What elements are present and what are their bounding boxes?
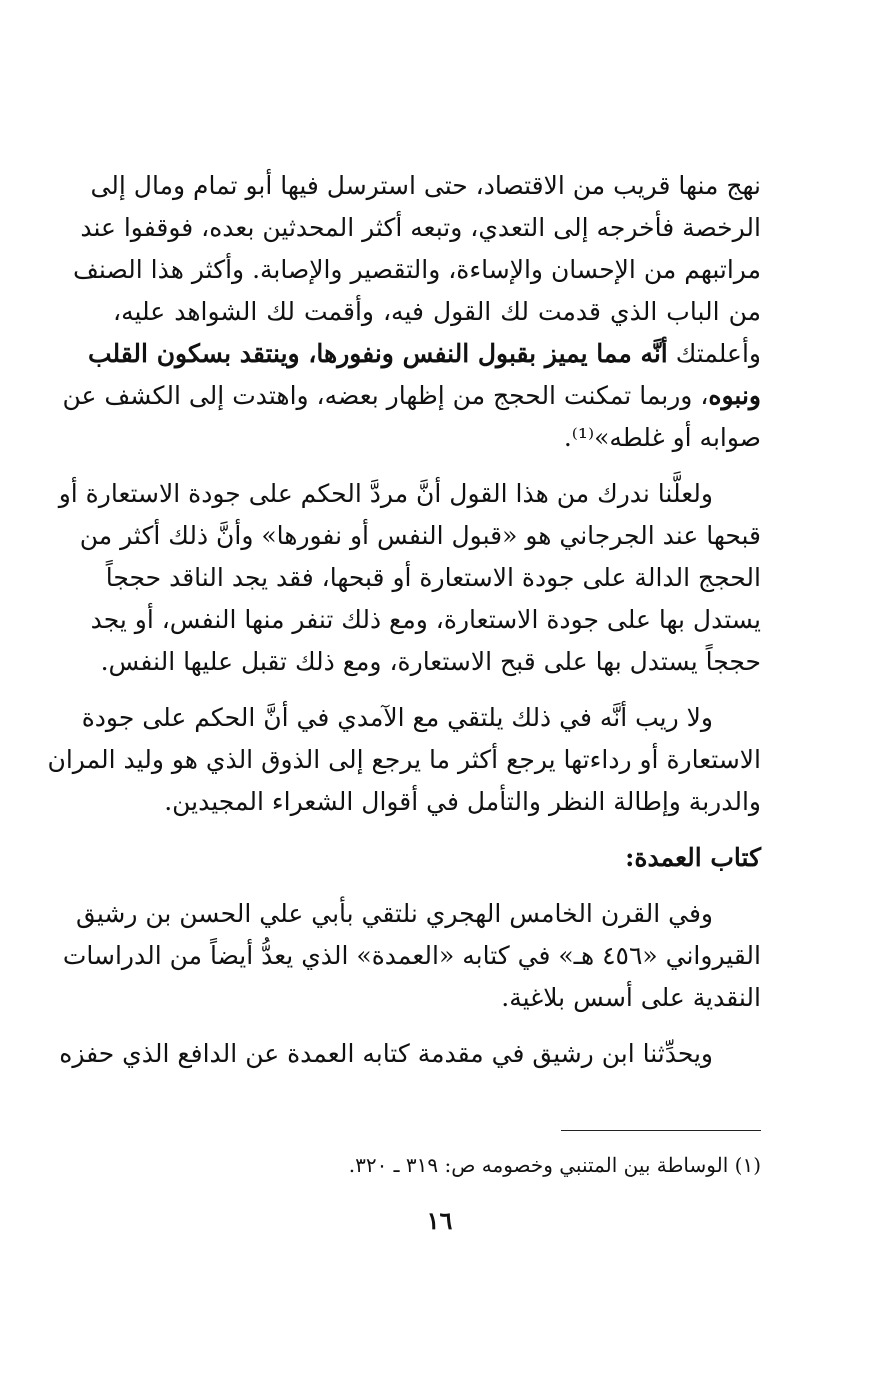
text-line: حججاً يستدل بها على قبح الاستعارة، ومع ذلك تقبل عليها النفس. xyxy=(100,647,761,676)
text-line: ولعلَّنا ندرك من هذا القول أنَّ مردَّ الحكم على جودة الاستعارة أو xyxy=(58,479,713,508)
text-line: قبحها عند الجرجاني هو «قبول النفس أو نفورها» وأنَّ ذلك أكثر من xyxy=(79,521,761,550)
text-line: النقدية على أسس بلاغية. xyxy=(501,983,761,1012)
text-line: مراتبهم من الإحسان والإساءة، والتقصير والإصابة. وأكثر هذا الصنف xyxy=(73,255,761,284)
text-line: الاستعارة أو رداءتها يرجع أكثر ما يرجع إلى الذوق الذي هو وليد المران xyxy=(47,745,761,774)
text-run: وأعلمتك xyxy=(675,339,761,368)
section-heading: كتاب العمدة: xyxy=(625,843,761,872)
text-run: ، وربما تمكنت الحجج من إظهار بعضه، واهتدت إلى الكشف عن xyxy=(62,381,709,410)
text-line: صوابه أو غلطه»⁽¹⁾. xyxy=(563,423,761,452)
text-line: يستدل بها على جودة الاستعارة، ومع ذلك تنفر منها النفس، أو يجد xyxy=(90,605,761,634)
bold-text-run: ونبوه xyxy=(708,381,761,410)
text-line xyxy=(62,378,761,414)
text-line: ولا ريب أنَّه في ذلك يلتقي مع الآمدي في أنَّ الحكم على جودة xyxy=(81,703,713,732)
text-line: نهج منها قريب من الاقتصاد، حتى استرسل فيها أبو تمام ومال إلى xyxy=(90,171,761,200)
bold-text-run: أنَّه مما يميز بقبول النفس ونفورها، وينتقد بسكون القلب xyxy=(87,339,668,368)
text-line xyxy=(87,336,761,372)
text-line: وفي القرن الخامس الهجري نلتقي بأبي علي الحسن بن رشيق xyxy=(75,899,713,928)
text-line: ويحدِّثنا ابن رشيق في مقدمة كتابه العمدة عن الدافع الذي حفزه xyxy=(59,1039,713,1068)
text-line: الرخصة فأخرجه إلى التعدي، وتبعه أكثر المحدثين بعده، فوقفوا عند xyxy=(80,213,761,242)
text-line: والدربة وإطالة النظر والتأمل في أقوال الشعراء المجيدين. xyxy=(164,787,761,816)
footnote-rule xyxy=(561,1130,761,1131)
text-line: من الباب الذي قدمت لك القول فيه، وأقمت لك الشواهد عليه، xyxy=(113,297,761,326)
footnote: (١) الوساطة بين المتنبي وخصومه ص: ٣١٩ ـ ٣٢٠. xyxy=(348,1153,761,1177)
text-line: القيرواني «٤٥٦ هـ» في كتابه «العمدة» الذي يعدُّ أيضاً من الدراسات xyxy=(62,941,761,970)
page-number: ١٦ xyxy=(426,1206,453,1235)
text-line: الحجج الدالة على جودة الاستعارة أو قبحها، فقد يجد الناقد حججاً xyxy=(105,563,761,592)
